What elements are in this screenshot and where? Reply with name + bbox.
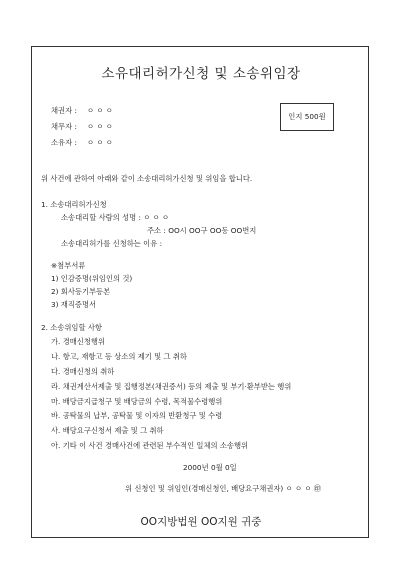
signature-line: 위 신청인 및 위임인(경매신청인, 배당요구채권자) ㅇ ㅇ ㅇ ㊞ [125,484,321,493]
document-title: 소유대리허가신청 및 소송위임장 [101,66,301,82]
debtor-value: ㅇ ㅇ ㅇ [87,122,113,131]
attachment-item: 3) 재직증명서 [51,300,97,309]
attachment-item: 2) 회사등기부등본 [51,287,111,296]
creditor-label: 채권자 : [51,106,77,115]
document-frame [31,46,369,538]
court-addressee: OO지방법원 OO지원 귀중 [140,516,262,528]
delegated-item: 나. 항고, 재항고 등 상소의 제기 및 그 취하 [51,352,187,361]
delegated-item: 사. 배당요구신청서 제출 및 그 취하 [51,426,164,435]
revenue-stamp-box [280,103,334,131]
delegated-item: 마. 배당금지급청구 및 배당금의 수령, 목적물수령행위 [51,397,223,406]
section1-address-line: 주소 : OO시 OO구 OO동 OO번지 [147,226,257,235]
debtor-label: 채무자 : [51,122,77,131]
attachment-item: 1) 인감증명(위임인의 것) [51,274,133,283]
intro-text: 위 사건에 관하여 아래와 같이 소송대리허가신청 및 위임을 합니다. [41,174,253,183]
section1-name-line: 소송대리할 사람의 성명 : ㅇ ㅇ ㅇ [61,213,170,222]
delegated-item: 아. 기타 이 사건 경매사건에 관련된 부수적인 일체의 소송행위 [51,441,249,450]
attachments-heading: ※첨부서류 [51,261,86,270]
delegated-item: 바. 공탁물의 납부, 공탁물 및 이자의 반환청구 및 수령 [51,411,223,420]
owner-label: 소유자 : [51,138,77,147]
delegated-item: 가. 경매신청행위 [51,337,105,346]
revenue-stamp-label: 인지 500원 [288,112,326,121]
signing-date: 2000년 0월 0일 [183,463,237,472]
delegated-item: 라. 채권계산서제출 및 집행정본(채권증서) 등의 제출 및 부기·환부받는 행위 [51,382,292,391]
section1-heading: 1. 소송대리허가신청 [41,200,107,209]
section2-heading: 2. 소송위임할 사항 [41,323,102,332]
owner-value: ㅇ ㅇ ㅇ [87,138,113,147]
delegated-item: 다. 경매신청의 취하 [51,367,115,376]
section1-reason-line: 소송대리허가를 신청하는 이유 : [61,239,163,248]
creditor-value: ㅇ ㅇ ㅇ [87,106,113,115]
